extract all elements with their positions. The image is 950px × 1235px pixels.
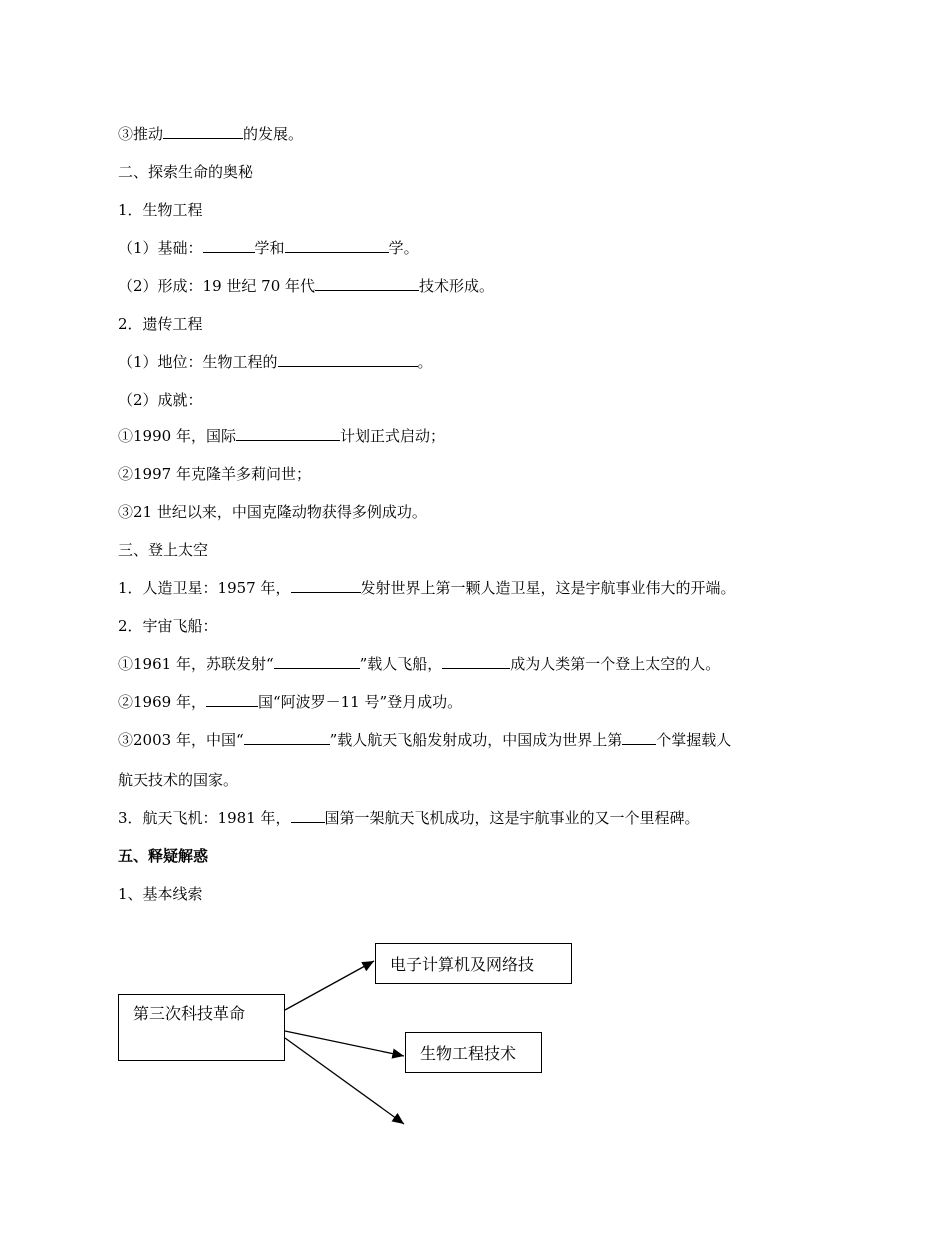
text-line: ②1969 年， 国“阿波罗－11 号”登月成功。	[118, 693, 463, 711]
text-line: ①1961 年，苏联发射“ ”载人飞船， 成为人类第一个登上太空的人。	[118, 655, 721, 673]
text-line: ②1997 年克隆羊多莉问世；	[118, 465, 311, 483]
text-line: ③2003 年，中国“ ”载人航天飞船发射成功，中国成为世界上第 个掌握载人	[118, 731, 732, 749]
text-line: ③21 世纪以来，中国克隆动物获得多例成功。	[118, 503, 427, 521]
arrow-to-biotech	[285, 1031, 404, 1056]
diagram-target-label: 生物工程技术	[420, 1044, 517, 1063]
subsection-heading: 2．遗传工程	[118, 315, 203, 333]
diagram-target-box	[375, 943, 572, 984]
text-line: ①1990 年，国际 计划正式启动；	[118, 427, 445, 445]
text-line: 航天技术的国家。	[118, 771, 239, 789]
arrow-to-computer	[285, 961, 374, 1010]
text-line: （1）地位：生物工程的 。	[118, 353, 433, 371]
diagram-source-label: 第三次科技革命	[133, 1004, 246, 1023]
diagram-target-label: 电子计算机及网络技	[390, 955, 535, 974]
section-heading: 三、登上太空	[118, 541, 209, 559]
diagram-source-box	[118, 994, 285, 1061]
text-line: 1．人造卫星：1957 年， 发射世界上第一颗人造卫星，这是宇航事业伟大的开端。	[118, 579, 736, 597]
section-heading: 五、释疑解惑	[118, 847, 209, 865]
text-line: ③推动 的发展。	[118, 125, 304, 143]
text-line: 3．航天飞机：1981 年， 国第一架航天飞机成功，这是宇航事业的又一个里程碑。	[118, 809, 700, 827]
diagram-target-box	[405, 1032, 542, 1073]
text-line: （2）形成：19 世纪 70 年代 技术形成。	[118, 277, 495, 295]
text-line: （1）基础： 学和 学。	[118, 239, 419, 257]
text-line: （2）成就：	[118, 391, 203, 409]
subsection-heading: 1、基本线索	[118, 885, 203, 903]
subsection-heading: 2．宇宙飞船：	[118, 617, 218, 635]
arrow-to-blank	[285, 1038, 404, 1124]
section-heading: 二、探索生命的奥秘	[118, 163, 254, 181]
subsection-heading: 1．生物工程	[118, 201, 203, 219]
